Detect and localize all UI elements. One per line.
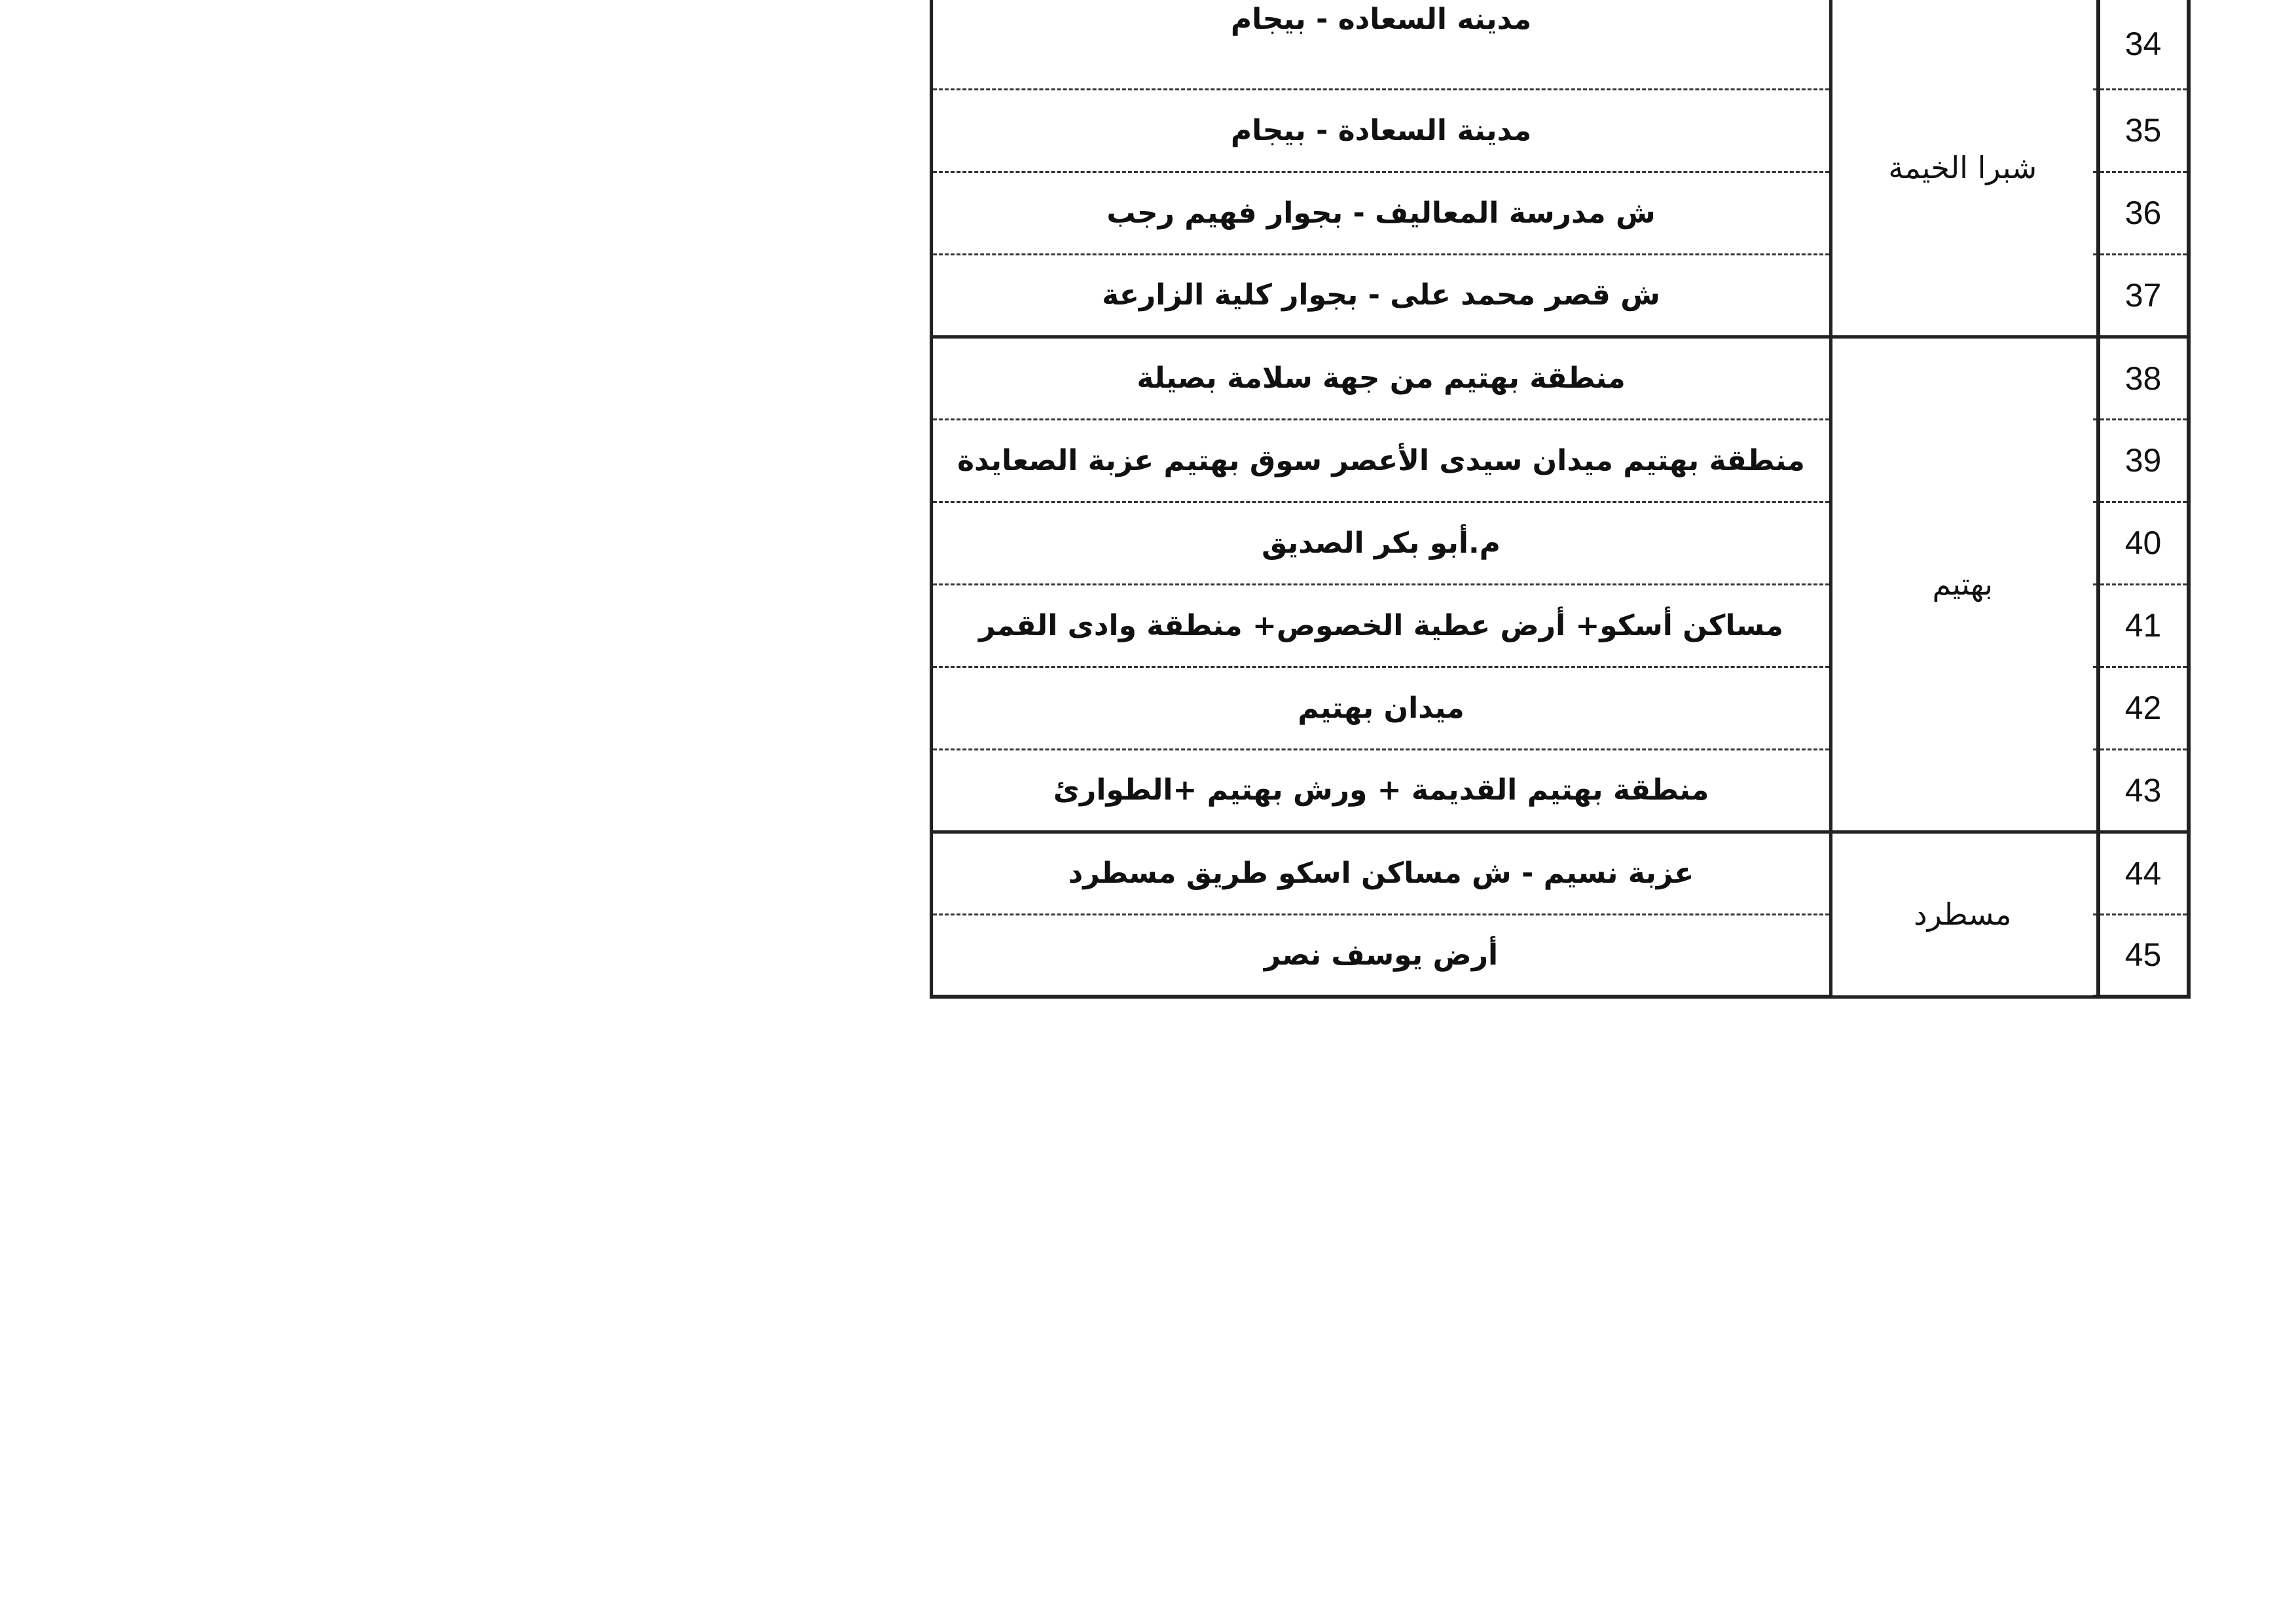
table-row [932, 0, 2189, 89]
row-number: 35 [2098, 89, 2189, 172]
location-cell: منطقة بهتيم من جهة سلامة بصيلة [932, 337, 1831, 419]
row-number: 37 [2098, 254, 2189, 337]
location-cell: ميدان بهتيم [932, 667, 1831, 749]
area-name: مسطرد [1831, 832, 2093, 997]
area-name: شبرا الخيمة [1831, 0, 2093, 337]
location-cell: مدينة السعادة - بيجام [932, 89, 1831, 172]
location-cell: منطقة بهتيم القديمة + ورش بهتيم +الطوارئ [932, 749, 1831, 832]
location-cell [932, 0, 1831, 89]
location-cell: منطقة بهتيم ميدان سيدى الأعصر سوق بهتيم عزبة الصعايدة [932, 419, 1831, 502]
row-number: 36 [2098, 172, 2189, 254]
area-name: بهتيم [1831, 337, 2093, 832]
row-number: 38 [2098, 337, 2189, 419]
locations-table [930, 0, 2191, 999]
table-row [932, 337, 2189, 419]
table-row [932, 832, 2189, 914]
location-cell: عزبة نسيم - ش مساكن اسكو طريق مسطرد [932, 832, 1831, 914]
row-number: 39 [2098, 419, 2189, 502]
row-number: 44 [2098, 832, 2189, 914]
location-cell: أرض يوسف نصر [932, 914, 1831, 997]
location-cell: ش قصر محمد على - بجوار كلية الزارعة [932, 254, 1831, 337]
row-number: 41 [2098, 584, 2189, 667]
location-text: مدينه السعاده - بيجام [1230, 2, 1532, 36]
row-number: 42 [2098, 667, 2189, 749]
row-number: 45 [2098, 914, 2189, 997]
row-number: 34 [2098, 0, 2189, 89]
location-cell: ش مدرسة المعاليف - بجوار فهيم رجب [932, 172, 1831, 254]
row-number: 43 [2098, 749, 2189, 832]
location-cell: م.أبو بكر الصديق [932, 502, 1831, 584]
row-number: 40 [2098, 502, 2189, 584]
location-cell: مساكن أسكو+ أرض عطية الخصوص+ منطقة وادى القمر [932, 584, 1831, 667]
